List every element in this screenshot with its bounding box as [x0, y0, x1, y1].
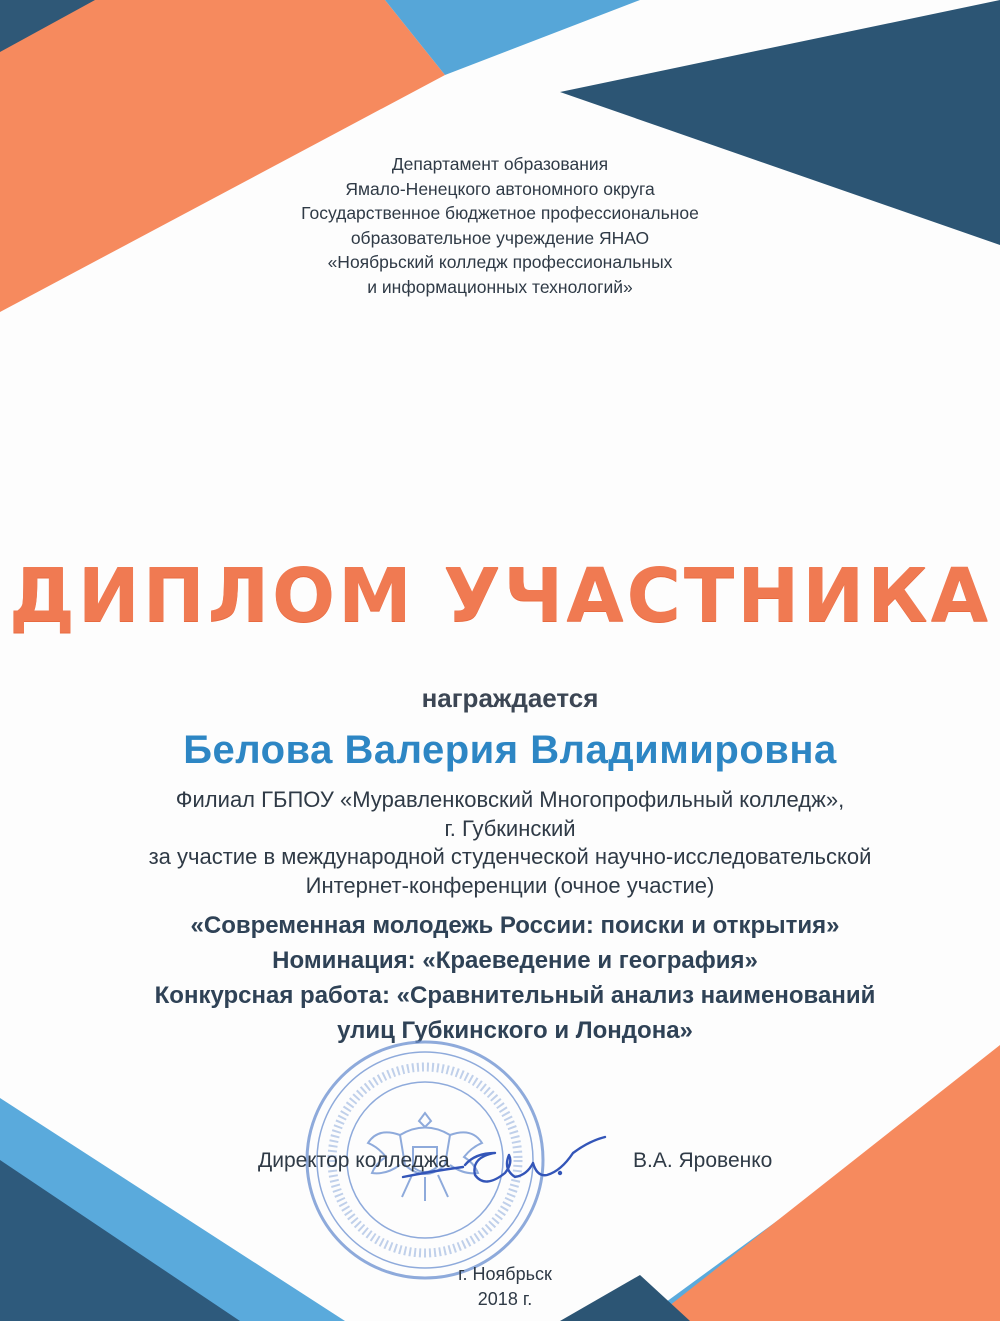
signatory-title: Директор колледжа	[258, 1149, 450, 1172]
award-description	[10, 786, 1000, 900]
header-line: образовательное учреждение ЯНАО	[350, 227, 650, 248]
description-line: г. Губкинский	[444, 815, 576, 841]
header-line: и информационных технологий»	[367, 276, 633, 297]
header-line: «Ноябрьский колледж профессиональных	[327, 252, 673, 272]
signatory-name: В.А. Яровенко	[633, 1149, 773, 1172]
conference-details	[15, 908, 1000, 1048]
competition-work-continued: улиц Губкинского и Лондона»	[337, 1017, 693, 1044]
description-line: Филиал ГБПОУ «Муравленковский Многопрофильный колледж»,	[175, 787, 845, 812]
recipient-name: Белова Валерия Владимировна	[183, 728, 837, 772]
header-line: Ямало-Ненецкого автономного округа	[345, 178, 655, 199]
description-line: Интернет-конференции (очное участие)	[305, 872, 715, 898]
competition-work: Конкурсная работа: «Сравнительный анализ наименований	[154, 982, 876, 1009]
conference-title: «Современная молодежь России: поиски и открытия»	[190, 912, 840, 939]
issue-place-date	[5, 1262, 1000, 1312]
description-line: за участие в международной студенческой научно-исследовательской	[148, 844, 872, 869]
issuer-header	[0, 152, 1000, 299]
nomination: Номинация: «Краеведение и география»	[272, 947, 758, 974]
header-line: Государственное бюджетное профессиональное	[301, 203, 699, 223]
handwritten-signature	[395, 1125, 610, 1205]
diploma-title: ДИПЛОМ УЧАСТНИКА	[8, 553, 992, 639]
awarded-label: награждается	[421, 683, 599, 713]
issue-city: г. Ноябрьск	[458, 1264, 552, 1284]
issue-year: 2018 г.	[477, 1289, 533, 1309]
header-line: Департамент образования	[391, 154, 609, 174]
